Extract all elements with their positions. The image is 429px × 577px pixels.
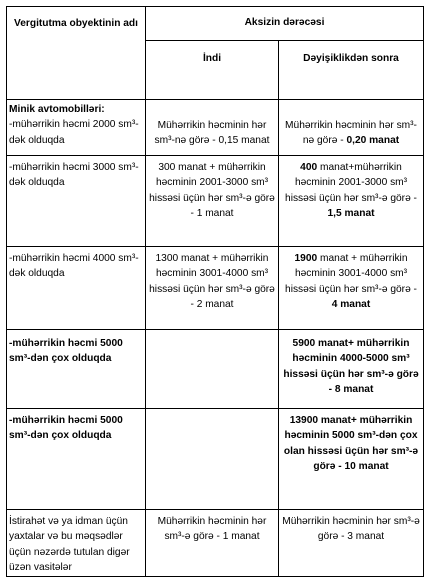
row-new-text: 5900 manat+ mühərrikin həcminin 4000-5000 sm³ hissəsi üçün hər sm³-ə görə - 8 manat — [283, 338, 419, 396]
row-object-cell — [7, 330, 146, 409]
row-object-text: -mühərrikin həcmi 3000 sm³-dək olduqda — [9, 162, 139, 189]
row-current-text: Mühərrikin həcminin hər sm³-nə görə - 0,15 manat — [154, 120, 270, 147]
row-new-bold: 400 — [300, 162, 318, 173]
table-row — [7, 510, 424, 577]
row-object-cell — [7, 156, 146, 247]
table-row — [7, 409, 424, 510]
row-new-cell — [279, 100, 424, 156]
row-current-text: 300 manat + mühərrikin həcminin 2001-3000 sm³ hissəsi üçün hər sm³-ə görə - 1 manat — [149, 162, 275, 220]
row-new-text: Mühərrikin həcminin hər sm³-nə görə - — [285, 120, 417, 147]
row-object-cell — [7, 510, 146, 577]
row-object-text: -mühərrikin həcmi 2000 sm³-dək olduqda — [9, 119, 139, 146]
row-new-cell — [279, 330, 424, 409]
table-row — [7, 247, 424, 330]
header-after-change — [279, 40, 424, 99]
row-new-cell — [279, 409, 424, 510]
row-current-cell — [146, 156, 279, 247]
section-title: Minik avtomobilləri: — [9, 104, 105, 115]
row-object-cell — [7, 100, 146, 156]
row-current-cell — [146, 510, 279, 577]
row-new-text: manat + mühərrikin həcminin 3001-4000 sm³ hissəsi üçün hər sm³-ə görə - — [285, 253, 417, 295]
header-after-change-text: Dəyişiklikdən sonra — [303, 52, 399, 64]
row-new-cell — [279, 247, 424, 330]
row-object-text: -mühərrikin həcmi 5000 sm³-dən çox olduqda — [9, 338, 123, 365]
row-new-bold: 1,5 manat — [327, 208, 375, 220]
row-new-text: manat+mühərrikin həcminin 2001-3000 sm³ hissəsi üçün hər sm³-ə görə - — [285, 162, 417, 204]
row-current-text: 1300 manat + mühərrikin həcminin 3001-4000 sm³ hissəsi üçün hər sm³-ə görə - 2 manat — [149, 253, 275, 311]
row-object-cell — [7, 409, 146, 510]
row-current-text: Mühərrikin həcminin hər sm³-ə görə - 1 manat — [157, 516, 267, 543]
row-current-cell — [146, 100, 279, 156]
header-current — [146, 40, 279, 99]
header-current-text: İndi — [202, 52, 222, 64]
row-new-cell — [279, 156, 424, 247]
header-object-name — [7, 7, 146, 100]
row-current-cell — [146, 330, 279, 409]
header-row — [7, 7, 424, 41]
table-row — [7, 100, 424, 156]
row-new-bold: 1900 — [294, 253, 318, 264]
header-excise-rate — [146, 7, 424, 41]
row-object-cell — [7, 247, 146, 330]
row-object-text: İstirahət və ya idman üçün yaxtalar və bu məqsədlər üçün nəzərdə tutulan digər üzən vasitələr — [9, 516, 130, 574]
row-current-cell — [146, 409, 279, 510]
excise-rates-table — [6, 6, 424, 577]
row-current-cell — [146, 247, 279, 330]
table-row — [7, 156, 424, 247]
row-object-text: -mühərrikin həcmi 4000 sm³-dək olduqda — [9, 253, 139, 280]
header-object-name-text: Vergitutma obyektinin adı — [14, 18, 138, 29]
row-new-bold: 0,20 manat — [346, 135, 400, 147]
table-row — [7, 330, 424, 409]
row-object-text: -mühərrikin həcmi 5000 sm³-dən çox olduqda — [9, 415, 123, 442]
row-new-text: 13900 manat+ mühərrikin həcminin 5000 sm³-dən çox olan hissəsi üçün hər sm³-ə görə - 10 manat — [283, 415, 419, 473]
row-new-text: Mühərrikin həcminin hər sm³-ə görə - 3 manat — [282, 516, 420, 543]
row-new-bold: 4 manat — [331, 299, 371, 311]
row-new-cell — [279, 510, 424, 577]
header-excise-rate-text: Aksizin dərəcəsi — [244, 17, 325, 28]
